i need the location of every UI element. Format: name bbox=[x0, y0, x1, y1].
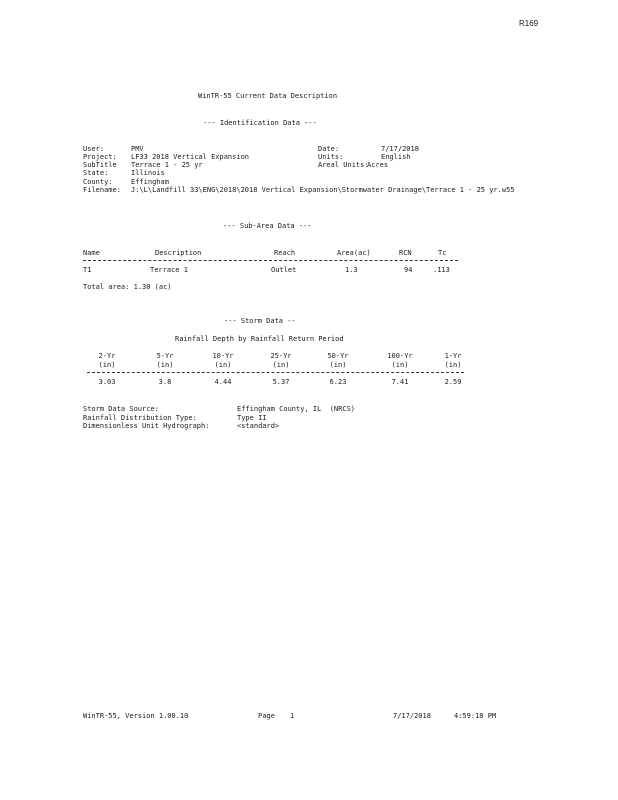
project-value: LF33 2018 Vertical Expansion bbox=[131, 153, 250, 161]
page-stamp-label: R169 bbox=[519, 19, 539, 28]
unit-2yr: (in) bbox=[98, 361, 116, 369]
period-100yr: 100-Yr bbox=[387, 352, 413, 360]
unit-5yr: (in) bbox=[156, 361, 174, 369]
column-header-reach: Reach bbox=[274, 249, 296, 257]
cell-tc: .113 bbox=[433, 266, 450, 274]
depth-5yr: 3.8 bbox=[158, 378, 172, 386]
state-value: Illinois bbox=[131, 169, 165, 177]
column-header-rcn: RCN bbox=[399, 249, 412, 257]
cell-name: T1 bbox=[83, 266, 92, 274]
unit-25yr: (in) bbox=[272, 361, 290, 369]
unit-50yr: (in) bbox=[329, 361, 347, 369]
period-25yr: 25-Yr bbox=[270, 352, 292, 360]
state-label: State: bbox=[83, 169, 109, 177]
depth-50yr: 6.23 bbox=[329, 378, 347, 386]
column-header-tc: Tc bbox=[438, 249, 447, 257]
storm-source-value: Effingham County, IL (NRCS) bbox=[237, 405, 356, 413]
rainfall-distribution-label: Rainfall Distribution Type: bbox=[83, 414, 197, 422]
period-2yr: 2-Yr bbox=[98, 352, 116, 360]
depth-2yr: 3.03 bbox=[98, 378, 116, 386]
cell-reach: Outlet bbox=[271, 266, 297, 274]
date-label: Date: bbox=[318, 145, 340, 153]
column-header-description: Description bbox=[155, 249, 202, 257]
period-50yr: 50-Yr bbox=[327, 352, 349, 360]
county-value: Effingham bbox=[131, 178, 169, 186]
unit-1yr: (in) bbox=[444, 361, 462, 369]
unit-10yr: (in) bbox=[214, 361, 232, 369]
storm-subheading: Rainfall Depth by Rainfall Return Period bbox=[175, 335, 344, 343]
user-value: PMV bbox=[131, 145, 144, 153]
unit-hydrograph-value: <standard> bbox=[237, 422, 280, 430]
filename-label: Filename: bbox=[83, 186, 121, 194]
footer-date: 7/17/2018 bbox=[393, 712, 431, 720]
footer-time: 4:59:18 PM bbox=[454, 712, 497, 720]
subarea-heading: --- Sub-Area Data --- bbox=[223, 222, 312, 230]
unit-hydrograph-label: Dimensionless Unit Hydrograph: bbox=[83, 422, 210, 430]
project-label: Project: bbox=[83, 153, 117, 161]
rainfall-distribution-value: Type II bbox=[237, 414, 267, 422]
subtitle-value: Terrace 1 - 25 yr bbox=[131, 161, 203, 169]
period-10yr: 10-Yr bbox=[212, 352, 234, 360]
units-label: Units: bbox=[318, 153, 344, 161]
footer-page-number: 1 bbox=[290, 712, 295, 720]
footer-page-label: Page bbox=[258, 712, 275, 720]
depth-10yr: 4.44 bbox=[214, 378, 232, 386]
document-title: WinTR-55 Current Data Description bbox=[198, 92, 338, 100]
column-header-name: Name bbox=[83, 249, 100, 257]
cell-description: Terrace 1 bbox=[150, 266, 188, 274]
unit-100yr: (in) bbox=[391, 361, 409, 369]
footer-version: WinTR-55, Version 1.00.10 bbox=[83, 712, 189, 720]
depth-1yr: 2.59 bbox=[444, 378, 462, 386]
county-label: County: bbox=[83, 178, 113, 186]
period-1yr: 1-Yr bbox=[444, 352, 462, 360]
period-5yr: 5-Yr bbox=[156, 352, 174, 360]
cell-rcn: 94 bbox=[404, 266, 413, 274]
filename-value: J:\L\Landfill 33\ENG\2018\2018 Vertical Expansion\Stormwater Drainage\Terrace 1 - 25 yr.w55 bbox=[131, 186, 515, 194]
subarea-divider bbox=[83, 260, 458, 261]
rainfall-divider bbox=[87, 372, 464, 373]
areal-units-label: Areal Units: bbox=[318, 161, 369, 169]
units-value: English bbox=[381, 153, 411, 161]
user-label: User: bbox=[83, 145, 105, 153]
subtitle-label: SubTitle bbox=[83, 161, 117, 169]
areal-units-value: Acres bbox=[367, 161, 389, 169]
depth-25yr: 5.37 bbox=[272, 378, 290, 386]
column-header-area: Area(ac) bbox=[337, 249, 371, 257]
cell-area: 1.3 bbox=[345, 266, 358, 274]
storm-heading: --- Storm Data -- bbox=[224, 317, 296, 325]
storm-source-label: Storm Data Source: bbox=[83, 405, 159, 413]
date-value: 7/17/2018 bbox=[381, 145, 419, 153]
identification-heading: --- Identification Data --- bbox=[203, 119, 317, 127]
depth-100yr: 7.41 bbox=[391, 378, 409, 386]
total-area: Total area: 1.30 (ac) bbox=[83, 283, 172, 291]
